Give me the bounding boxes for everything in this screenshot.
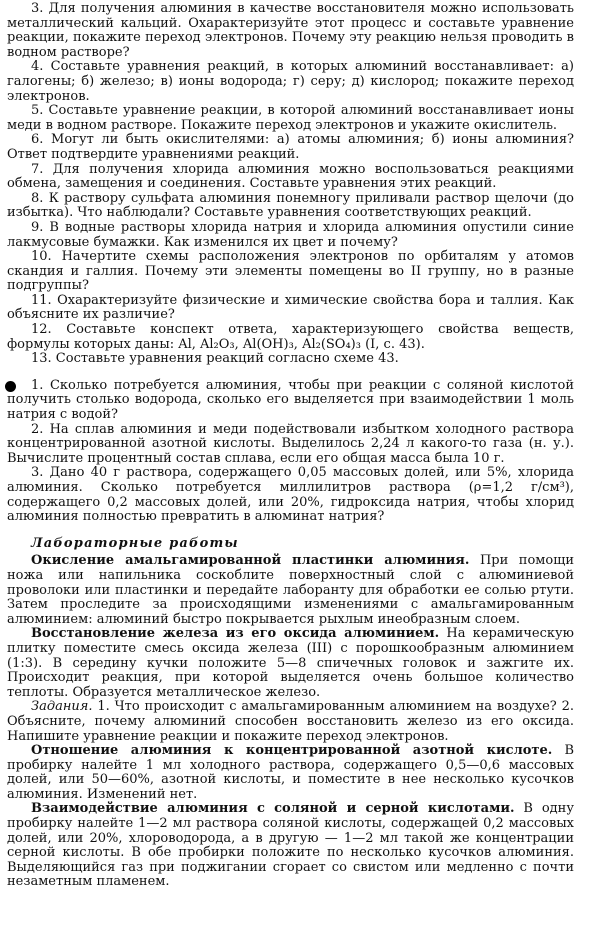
task-item: 13. Составьте уравнения реакций согласно схеме 43. xyxy=(31,351,399,367)
lab-work xyxy=(7,627,574,700)
problems-section xyxy=(7,379,574,525)
task-item: 6. Могут ли быть окислителями: а) атомы алюминия; б) ионы алюминия? Ответ подтвердите уравнениями реакций. xyxy=(7,132,574,162)
task-item: 8. К раствору сульфата алюминия понемногу приливали раствор щелочи (до избытка). Что наблюдали? Составьте уравнения соответствующих реакций. xyxy=(7,190,574,221)
lab-work xyxy=(7,744,574,802)
lab-assignment xyxy=(7,700,574,744)
task-item: 5. Составьте уравнение реакции, в которой алюминий восстанавливает ионы меди в водном растворе. Покажите переход электронов и укажите окислитель. xyxy=(7,103,574,133)
lab-work-body: На керамическую плитку поместите смесь оксида железа (III) с порошкообразным алюминием (1:3). В середину кучки положите 5—8 спичечных головок и зажгите их. Происходит реакция, при которой выделяется очень большое количество теплоты. Образуется металлическое железо. xyxy=(7,626,575,700)
task-item: 7. Для получения хлорида алюминия можно воспользоваться реакциями обмена, замещения и соединения. Составьте уравнения этих реакций. xyxy=(7,161,574,192)
lab-work xyxy=(7,802,574,890)
lab-section-title: Лабораторные работы xyxy=(31,535,239,551)
lab-section xyxy=(7,554,574,890)
task-item: 11. Охарактеризуйте физические и химические свойства бора и таллия. Как объясните их различие? xyxy=(7,292,574,323)
problem-item: 3. Дано 40 г раствора, содержащего 0,05 массовых долей, или 5%, хлорида алюминия. Сколько потребуется миллилитров раствора (ρ=1,2 г/см³), содержащего 0,2 массовых долей, или 20%, гидроксида натрия, чтобы хлорид алюминия полностью превратить в алюминат натрия? xyxy=(7,465,574,525)
task-item: 9. В водные растворы хлорида натрия и хлорида алюминия опустили синие лакмусовые бумажки. Как изменился их цвет и почему? xyxy=(7,219,574,250)
lab-assignment-body: 1. Что происходит с амальгамированным алюминием на воздухе? 2. Объясните, почему алюминий способен восстановить железо из его оксида. Напишите уравнение реакции и покажите переход электронов. xyxy=(7,699,574,744)
task-item: 12. Составьте конспект ответа, характеризующего свойства веществ, формулы которых даны: Al, Al₂O₃, Al(OH)₃, Al₂(SO₄)₃ (I, с. 43). xyxy=(7,322,574,352)
lab-work-heading: Взаимодействие алюминия с соляной и серной кислотами. xyxy=(31,801,515,817)
task-item: 10. Начертите схемы расположения электронов по орбиталям у атомов скандия и галлия. Почему эти элементы помещены во II группу, но в разные подгруппы? xyxy=(7,249,574,294)
lab-work-body: В пробирку налейте 1 мл холодного раствора, содержащего 0,5—0,6 массовых долей, или 50—60%, азотной кислоты, и поместите в нее несколько кусочков алюминия. Изменений нет. xyxy=(7,743,575,802)
problem-item: 2. На сплав алюминия и меди подействовали избытком холодного раствора концентрированной азотной кислоты. Выделилось 2,24 л какого-то газа (н. у.). Вычислите процентный состав сплава, если его общая масса была 10 г. xyxy=(7,421,574,466)
lab-work-body: При помощи ножа или напильника соскоблите поверхностный слой с алюминиевой проволоки или пластинки и передайте лаборанту для обработки ее солью ртути. Затем проследите за происходящими изменениями с амальгамированным алюминием: алюминий быстро покрывается рыхлым инеобразным слоем. xyxy=(7,553,574,627)
lab-work-body: В одну пробирку налейте 1—2 мл раствора соляной кислоты, содержащей 0,2 массовых долей, или 20%, хлороводорода, а в другую — 1—2 мл такой же концентрации серной кислоты. В обе пробирки положите по несколько кусочков алюминия. Выделяющийся газ при поджигании сгорает со свистом или медленно с почти незаметным пламенем. xyxy=(7,801,574,890)
problem-item: 1. Сколько потребуется алюминия, чтобы при реакции с соляной кислотой получить столько водорода, сколько его выделяется при взаимодействии 1 моль натрия с водой? xyxy=(7,377,574,423)
lab-work-heading: Восстановление железа из его оксида алюминием. xyxy=(31,626,440,642)
task-item: 3. Для получения алюминия в качестве восстановителя можно использовать металлический кальций. Охарактеризуйте этот процесс и составьте уравнение реакции, покажите переход электронов. Почему эту реакцию нельзя проводить в водном растворе? xyxy=(7,1,574,60)
tasks-section xyxy=(7,2,574,367)
lab-assignment-heading: Задания. xyxy=(31,699,93,715)
lab-work-heading: Окисление амальгамированной пластинки алюминия. xyxy=(31,553,470,569)
lab-work-heading: Отношение алюминия к концентрированной азотной кислоте. xyxy=(31,743,553,759)
bullet-marker-icon xyxy=(5,381,16,392)
lab-work xyxy=(7,554,574,627)
task-item: 4. Составьте уравнения реакций, в которых алюминий восстанавливает: а) галогены; б) железо; в) ионы водорода; г) серу; д) кислород; покажите переход электронов. xyxy=(7,59,574,104)
